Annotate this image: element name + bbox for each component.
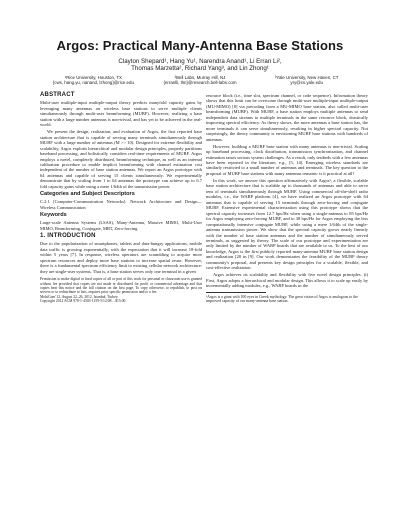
footnote: ¹Argos is a giant with 100 eyes in Greek mythology. The great vision of Argos is analogous to the improved capacity of our many-antenna base station. (206, 294, 358, 304)
right-column (206, 93, 368, 304)
affiliation-email: {cws, hang.yu, nanand, lzhong}@rice.edu (52, 80, 134, 86)
affiliation-email: yry@cs.yale.edu (290, 80, 323, 86)
categories-heading: Categories and Subject Descriptors (40, 191, 135, 198)
keywords-text: Large-scale Antenna Systems (LSAS), Many-Antenna, Massive MIMO, Multi-User MIMO, Beamforming, Conjugate, MRT, Zero-forcing (40, 220, 202, 231)
footnote-divider (206, 292, 266, 293)
venue-line: MobiCom’12, August 22–26, 2012, Istanbul, Turkey. (40, 294, 119, 299)
body-paragraph-3: In this work, we answer this question affirmatively with Argos¹, a flexible, scalable base station architecture that is scalable up to thousands of antennas and able to serve tens of terminals simultaneously through MUBF. Using commercial off-the-shelf radio modules, i.e., the WARP platform [4], we have realized an Argos prototype with 64 antennas that is capable of serving 15 terminals through zero-forcing and conjugate MUBF. Extensive experimental characterization using this prototype shows that the spectral capacity increases from 12.7 bps/Hz when using a single-antenna to 85 bps/Hz for Argos employing zero-forcing MUBF, and to 38 bps/Hz for Argos employing the less computationally intensive conjugate MUBF, while using a mere 1/64th of the single-antenna transmission power. We show that the spectral capacity grows nearly linearly with the number of base station antennas and the number of simultaneously served terminals, as suggested by theory. The scale of our prototype and experimentation are only limited by the number of WARP boards that are available to us. To the best of our knowledge, Argos is the first publicly reported many-antenna MUBF base station design and realization [20 in [9]. Our work demonstrates the feasibility of the MUBF theory community's proposal, and presents key design principles for a scalable, flexible, and cost-effective realization. (206, 177, 368, 271)
affiliation-email: {erranlli, tlm}@research.bell-labs.com (163, 80, 237, 86)
categories-text: C.2.1 [Computer-Communication Networks]: Network Architecture and Design—Wireless Communication (40, 199, 202, 210)
abstract-heading: ABSTRACT (40, 92, 75, 98)
abstract-paragraph-2: We present the design, realization, and evaluation of Argos, the first reported base station architecture that is capable of serving many terminals simultaneously through MUBF with a large number of antennas (M >> 10). Designed for extreme flexibility and scalability, Argos exploits hierarchical and modular design principles, properly partitions baseband processing, and holistically considers real-time requirements of MUBF. Argos employs a novel, completely distributed, beamforming technique, as well as an internal calibration procedure to enable implicit beamforming with channel estimation cost independent of the number of base station antennas. We report an Argos prototype with 64 antennas and capable of serving 15 clients simultaneously. We experimentally demonstrate that by scaling from 1 to 64 antennas the prototype can achieve up to 6.7 fold capacity gains while using a mere 1/64th of the transmission power. (40, 129, 202, 189)
keywords-heading: Keywords (40, 212, 67, 219)
body-paragraph-1: resource block (i.e., time slot, spectrum channel, or code sequence). Information theory shows that this limit can be overcome through multi-user multiple-input multiple-output (MU-MIMO) [8] via precoding from a MU-MIMO base station, also called multi-user beamforming (MUBF). With MUBF, a base station employs multiple antennas to send independent data streams to multiple terminals in the same resource block, drastically improving spectral efficiency. As theory shows, the more antennas a base station has, the more terminals it can serve simultaneously, resulting in higher spectral capacity. Not surprisingly, the theory community is envisioning MUBF base stations with hundreds of antennas. (206, 93, 368, 142)
affiliation-name: ³Yale University, New Haven, CT (274, 75, 339, 80)
affiliations (40, 75, 360, 86)
introduction-heading: 1. INTRODUCTION (40, 233, 96, 240)
introduction-paragraph-1: Due to the popularization of smartphones, tablets and data-hungry applications, mobile data traffic is growing exponentially, with the expectation that it will increase 18-fold within 5 years [7]. In response, wireless operators are scrambling to acquire more spectrum resources and deploy more base stations to increase spatial reuse. However, there is a fundamental spectrum efficiency limit to existing cellular network architecture: they are single-user systems. That is, a base station serves only one terminal in a given (40, 241, 202, 274)
affiliation-name: ²Bell Labs, Murray Hill, NJ (174, 75, 226, 80)
body-paragraph-4: Argos achieves its scalability and flexibility with five novel design principles. (i) First, Argos adopts a hierarchical and modular design. This allows it to scale up easily by incrementally adding modules, e.g., WARP boards in the (206, 272, 368, 289)
authors-line-2: Thomas Marzetta², Richard Yang³, and Lin Zhong¹ (131, 65, 269, 73)
affiliation-bell-labs (147, 75, 254, 86)
abstract-paragraph-1: Multi-user multiple-input multiple-output theory predicts manyfold capacity gains by leveraging many antennas on wireless base stations to serve multiple clients simultaneously through multi-user beamforming (MUBF). However, realizing a base station with a large number antennas is non-trivial, and has yet to be achieved in the real-world. (40, 100, 202, 128)
body-paragraph-2: However, building a MUBF base station with many antennas is non-trivial. Scaling up baseband processing, clock distribution, transmission synchronization, and channel estimation raises serious system challenges. As a result, only testbeds with a few antennas have been reported in the literature, e.g., [5, 14]. Emerging wireless standards are similarly restricted to a small number of antennas and terminals. The key question to the proposal of MUBF base stations with many antennas remains: is it practical at all? (206, 143, 368, 176)
copyright-notice (40, 277, 202, 303)
authors-line-1: Clayton Shepard¹, Hang Yu¹, Narendra Anand¹, Li Erran Li², (118, 58, 282, 65)
affiliation-rice (40, 75, 147, 86)
affiliation-yale (253, 75, 360, 86)
affiliation-name: ¹Rice University, Houston, TX (64, 75, 122, 80)
author-list (0, 58, 400, 73)
acm-line: Copyright 2012 ACM 978-1-4503-1159-5/12/08 ...$15.00. (40, 299, 127, 304)
paper-title: Argos: Practical Many-Antenna Base Stations (56, 38, 344, 53)
left-column (40, 93, 202, 304)
copyright-text: Permission to make digital or hard copies of all or part of this work for personal or classroom use is granted without fee provided that copies are not made or distributed for profit or commercial advantage and that copies bear this notice and the full citation on the first page. To copy otherwise, to republish, to post on servers or to redistribute to lists, requires prior specific permission and/or a fee. (40, 277, 202, 295)
